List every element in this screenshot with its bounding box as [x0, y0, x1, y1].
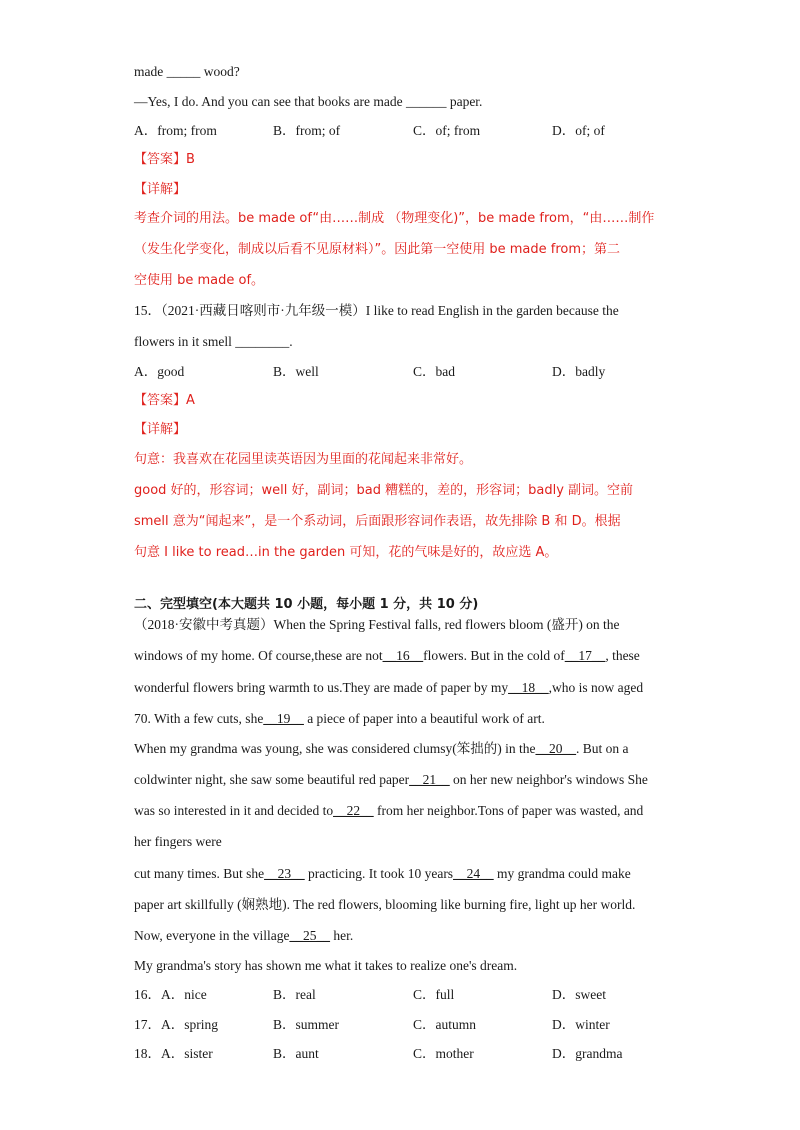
question-18-option-b: B．aunt	[273, 1046, 319, 1061]
blank-20: __20__	[535, 741, 577, 756]
question-17-option-d: D．winter	[552, 1017, 610, 1032]
q15-option-b: B．well	[273, 364, 319, 379]
option-text: A．sister	[161, 1046, 213, 1061]
q15-line2: flowers in it smell ________.	[134, 334, 293, 349]
passage-text: her.	[329, 928, 354, 943]
passage-line	[134, 710, 545, 728]
passage-text: （2018·安徽中考真题）When the Spring Festival falls, red flowers bloom (盛开) on the	[134, 617, 620, 632]
question-16-option-d: D．sweet	[552, 987, 606, 1002]
blank-22: __22__	[333, 803, 374, 818]
question-16-option-a	[134, 986, 207, 1004]
q14-explain-line: 考查介词的用法。be made of“由……制成 （物理变化)”，be made from，“由……制作	[134, 211, 655, 226]
blank-24: __24__	[453, 866, 494, 881]
q15-option-c: C．bad	[413, 364, 455, 379]
blank-16: __16__	[382, 648, 424, 663]
passage-line	[134, 616, 620, 634]
q14-line1: made _____ wood?	[134, 64, 240, 79]
passage-text: from her neighbor.Tons of paper was wasted, and	[373, 803, 644, 818]
passage-text: a piece of paper into a beautiful work of art.	[303, 711, 545, 726]
passage-line	[134, 771, 648, 789]
blank-18: __18__	[508, 680, 549, 695]
q15-answer: 【答案】A	[134, 393, 195, 408]
passage-line	[134, 896, 635, 914]
q14-explain-line: （发生化学变化，制成以后看不见原材料）”。因此第一空使用 be made from；第二	[134, 242, 621, 257]
q14-explain-line: 空使用 be made of。	[134, 273, 265, 288]
q15-line1: 15．（2021·西藏日喀则市·九年级一模）I like to read English in the garden because the	[134, 303, 619, 318]
q14-option-b: B．from; of	[273, 123, 341, 138]
q14-explain-label: 【详解】	[134, 182, 187, 197]
passage-text: cut many times. But she	[134, 866, 265, 881]
q15-option-d: D．badly	[552, 364, 606, 379]
passage-line	[134, 927, 353, 945]
question-17-option-b: B．summer	[273, 1017, 339, 1032]
question-17-option-c: C．autumn	[413, 1017, 476, 1032]
question-17-option-a	[134, 1016, 218, 1034]
passage-text: her fingers were	[134, 834, 222, 849]
q14-line2: —Yes, I do. And you can see that books are made ______ paper.	[134, 94, 483, 109]
question-16-option-b: B．real	[273, 987, 316, 1002]
section-heading: 二、完型填空(本大题共 10 小题，每小题 1 分，共 10 分)	[134, 597, 479, 612]
passage-text: When my grandma was young, she was considered clumsy(笨拙的) in the	[134, 741, 536, 756]
passage-line	[134, 679, 643, 697]
option-text: A．spring	[161, 1017, 218, 1032]
question-18-option-a	[134, 1045, 213, 1063]
passage-text: on her new neighbor's windows She	[449, 772, 648, 787]
passage-text: wonderful flowers bring warmth to us.They are made of paper by my	[134, 680, 509, 695]
blank-25: __25__	[289, 928, 330, 943]
blank-23: __23__	[264, 866, 305, 881]
passage-text: ,who is now aged	[548, 680, 644, 695]
q15-option-a: A．good	[134, 364, 185, 379]
blank-17: __17__	[564, 648, 606, 663]
passage-line	[134, 802, 643, 820]
passage-text: 70. With a few cuts, she	[134, 711, 264, 726]
passage-text: Now, everyone in the village	[134, 928, 290, 943]
question-18-option-c: C．mother	[413, 1046, 474, 1061]
question-number: 17．	[134, 1017, 161, 1032]
q14-option-c: C．of; from	[413, 123, 481, 138]
passage-text: paper art skillfully (娴熟地). The red flowers, blooming like burning fire, light up her world.	[134, 897, 636, 912]
q15-explain-line: good 好的，形容词；well 好，副词；bad 糟糕的，差的，形容词；badly 副词。空前	[134, 483, 634, 498]
q15-explain-label: 【详解】	[134, 422, 187, 437]
passage-line	[134, 740, 629, 758]
question-18-option-d: D．grandma	[552, 1046, 623, 1061]
passage-line	[134, 957, 517, 975]
blank-21: __21__	[409, 772, 450, 787]
option-text: A．nice	[161, 987, 207, 1002]
passage-text: . But on a	[576, 741, 629, 756]
passage-text: My grandma's story has shown me what it takes to realize one's dream.	[134, 958, 518, 973]
question-number: 16．	[134, 987, 161, 1002]
passage-text: flowers. But in the cold of	[423, 648, 565, 663]
blank-19: __19__	[263, 711, 304, 726]
question-number: 18．	[134, 1046, 161, 1061]
passage-text: , these	[605, 648, 640, 663]
q15-explain-line: smell 意为“闻起来”，是一个系动词，后面跟形容词作表语，故先排除 B 和 D。根据	[134, 514, 621, 529]
passage-text: my grandma could make	[493, 866, 631, 881]
q15-explain-line: 句意：我喜欢在花园里读英语因为里面的花闻起来非常好。	[134, 452, 473, 467]
q14-answer: 【答案】B	[134, 152, 195, 167]
q14-option-d: D．of; of	[552, 123, 605, 138]
passage-text: coldwinter night, she saw some beautiful red paper	[134, 772, 410, 787]
passage-line	[134, 833, 222, 851]
q14-option-a: A．from; from	[134, 123, 217, 138]
passage-text: was so interested in it and decided to	[134, 803, 334, 818]
question-16-option-c: C．full	[413, 987, 455, 1002]
passage-line	[134, 865, 631, 883]
q15-explain-line: 句意 I like to read…in the garden 可知，花的气味是好的，故应选 A。	[134, 545, 558, 560]
passage-line	[134, 647, 640, 665]
passage-text: windows of my home. Of course,these are not	[134, 648, 383, 663]
passage-text: practicing. It took 10 years	[304, 866, 454, 881]
